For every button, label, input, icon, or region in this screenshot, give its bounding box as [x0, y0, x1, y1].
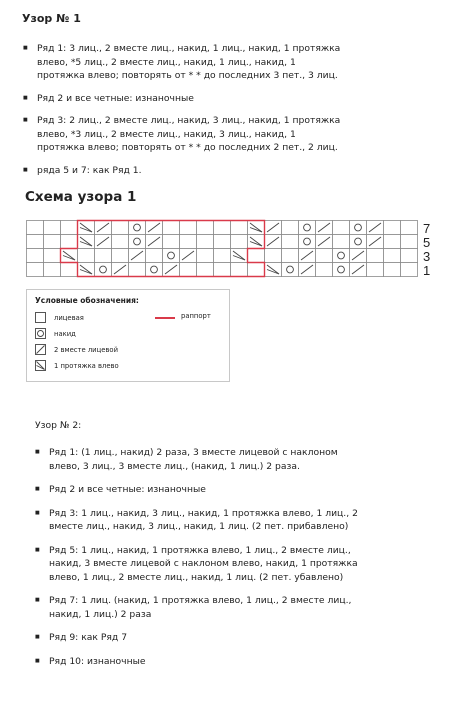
chart-cell: [112, 221, 129, 235]
chart-cell: [333, 263, 350, 277]
legend-title: Условные обозначения:: [35, 296, 139, 305]
chart-cell: [367, 263, 384, 277]
list-item: ■ Ряд 2 и все четные: изнаночные: [23, 92, 343, 106]
knitting-chart: [26, 218, 446, 278]
chart-cell: [401, 249, 418, 263]
chart-cell: [95, 249, 112, 263]
chart-cell: [95, 263, 112, 277]
chart-cell: [316, 263, 333, 277]
pattern2-title: Узор № 2:: [35, 420, 82, 431]
chart-cell: [299, 221, 316, 235]
chart-cell: [401, 221, 418, 235]
legend-label: лицевая: [54, 314, 84, 322]
chart-cell: [163, 235, 180, 249]
pattern1-row-list: [23, 42, 343, 186]
chart-cell: [27, 263, 44, 277]
chart-cell: [384, 249, 401, 263]
repeat-line-icon: [155, 317, 175, 319]
list-item: ■ Ряд 1: (1 лиц., накид) 2 раза, 3 вместе лицевой с наклоном влево, 3 лиц., 3 вместе лиц., (накид, 1 лиц.) 2 раза.: [35, 446, 360, 473]
chart-cell: [214, 249, 231, 263]
chart-cell: [61, 263, 78, 277]
legend-box: [26, 289, 230, 382]
chart-cell: [384, 235, 401, 249]
chart-cell: [44, 263, 61, 277]
chart-cell: [61, 235, 78, 249]
chart-cell: [231, 235, 248, 249]
chart-cell: [197, 263, 214, 277]
legend-label: 1 протяжка влево: [54, 362, 119, 370]
chart-cell: [27, 249, 44, 263]
chart-cell: [180, 235, 197, 249]
chart-cell: [78, 249, 95, 263]
list-item: ■ Ряд 1: 3 лиц., 2 вместе лиц., накид, 1 лиц., накид, 1 протяжка влево, *5 лиц., 2 вместе лиц., накид, 1 лиц., накид, 1 протяжка влево; повторять от * * до последних 3 пет., 3 лиц.: [23, 42, 343, 83]
legend-label: 2 вместе лицевой: [54, 346, 118, 354]
knit-stitch-icon: [35, 312, 46, 323]
chart-cell: [265, 249, 282, 263]
chart-cell: [384, 263, 401, 277]
chart-cell: [112, 249, 129, 263]
chart-cell: [163, 221, 180, 235]
chart-cell: [333, 221, 350, 235]
chart-cell: [214, 221, 231, 235]
yarn-over-icon: [35, 328, 46, 339]
chart-cell: [44, 249, 61, 263]
chart-cell: [248, 249, 265, 263]
legend-label: накид: [54, 330, 76, 338]
list-item: ■ Ряд 2 и все четные: изнаночные: [35, 483, 360, 497]
chart-cell: [180, 221, 197, 235]
chart-cell: [231, 263, 248, 277]
chart-cell: [316, 249, 333, 263]
pattern2-row-list: [35, 446, 360, 678]
chart-cell: [350, 221, 367, 235]
chart-cell: [180, 263, 197, 277]
repeat-label: раппорт: [181, 312, 211, 320]
list-item: ■ Ряд 7: 1 лиц. (накид, 1 протяжка влево, 1 лиц., 2 вместе лиц., накид, 1 лиц.) 2 раза: [35, 594, 360, 621]
chart-cell: [112, 235, 129, 249]
chart-cell: [350, 235, 367, 249]
chart-cell: [401, 263, 418, 277]
chart-cell: [163, 249, 180, 263]
list-item: ■ Ряд 9: как Ряд 7: [35, 631, 360, 645]
chart-cell: [299, 235, 316, 249]
chart-cell: [197, 221, 214, 235]
row-number: 7: [423, 221, 431, 236]
list-item: ■ Ряд 5: 1 лиц., накид, 1 протяжка влево, 1 лиц., 2 вместе лиц., накид, 3 вместе лицевой с наклоном влево, накид, 1 протяжка влево, 1 лиц., 2 вместе лиц., накид, 1 лиц. (2 пет. убавлено): [35, 544, 360, 585]
chart-cell: [129, 235, 146, 249]
row-number: 3: [423, 249, 431, 264]
chart-cell: [282, 221, 299, 235]
list-item: ■ Ряд 10: изнаночные: [35, 655, 360, 669]
chart-cell: [367, 249, 384, 263]
chart-cell: [27, 235, 44, 249]
chart-cell: [282, 249, 299, 263]
list-item: ■ Ряд 3: 1 лиц., накид, 3 лиц., накид, 1 протяжка влево, 1 лиц., 2 вместе лиц., накид, 3 лиц., накид, 1 лиц. (2 пет. прибавлено): [35, 507, 360, 534]
chart-cell: [129, 263, 146, 277]
chart-cell: [197, 249, 214, 263]
chart-cell: [44, 221, 61, 235]
chart-cell: [384, 221, 401, 235]
k2tog-icon: [35, 344, 46, 355]
chart-cell: [27, 221, 44, 235]
list-item: ■ Ряд 3: 2 лиц., 2 вместе лиц., накид, 3 лиц., накид, 1 протяжка влево, *3 лиц., 2 вместе лиц., накид, 3 лиц., накид, 1 протяжка влево; повторять от * * до последних 2 пет., 2 лиц.: [23, 114, 343, 155]
chart-cell: [146, 263, 163, 277]
list-item: ■ ряда 5 и 7: как Ряд 1.: [23, 164, 343, 178]
chart-cell: [282, 235, 299, 249]
ssk-icon: [35, 360, 46, 371]
pattern1-title: Узор № 1: [22, 12, 81, 25]
row-number: 5: [423, 235, 431, 250]
chart-cell: [248, 263, 265, 277]
chart-cell: [333, 235, 350, 249]
chart-cell: [231, 221, 248, 235]
chart-cell: [197, 235, 214, 249]
scheme-title: Схема узора 1: [25, 189, 137, 205]
chart-cell: [214, 235, 231, 249]
chart-cell: [333, 249, 350, 263]
chart-cell: [129, 221, 146, 235]
chart-cell: [44, 235, 61, 249]
chart-cell: [282, 263, 299, 277]
chart-cell: [214, 263, 231, 277]
chart-cell: [61, 221, 78, 235]
chart-cell: [146, 249, 163, 263]
row-number: 1: [423, 263, 431, 278]
chart-cell: [401, 235, 418, 249]
